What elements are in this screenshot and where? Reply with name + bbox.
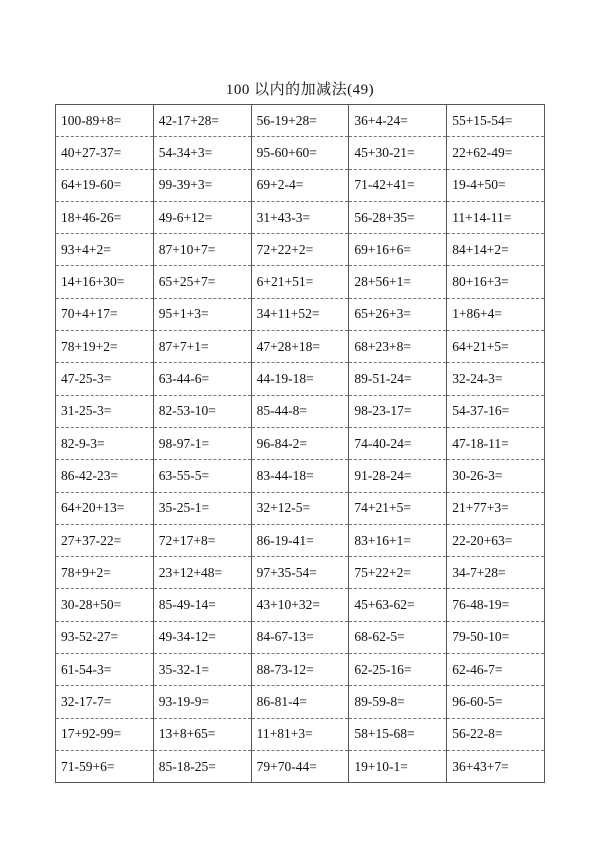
problem-cell: 64+20+13=	[56, 492, 154, 524]
problem-cell: 40+27-37=	[56, 137, 154, 169]
problem-cell: 85-44-8=	[251, 395, 349, 427]
problem-cell: 86-81-4=	[251, 686, 349, 718]
problem-cell: 35-32-1=	[153, 654, 251, 686]
table-row	[56, 686, 545, 718]
problem-cell: 64+21+5=	[447, 331, 545, 363]
problem-cell: 84-67-13=	[251, 621, 349, 653]
problem-cell: 78+9+2=	[56, 557, 154, 589]
problem-cell: 83-44-18=	[251, 460, 349, 492]
problem-cell: 98-97-1=	[153, 427, 251, 459]
problem-cell: 61-54-3=	[56, 654, 154, 686]
problem-cell: 27+37-22=	[56, 524, 154, 556]
table-row	[56, 750, 545, 782]
problem-cell: 76-48-19=	[447, 589, 545, 621]
problem-cell: 47-18-11=	[447, 427, 545, 459]
problem-cell: 42-17+28=	[153, 105, 251, 137]
problem-cell: 36+43+7=	[447, 750, 545, 782]
problem-cell: 64+19-60=	[56, 169, 154, 201]
problem-cell: 22+62-49=	[447, 137, 545, 169]
problem-cell: 54-37-16=	[447, 395, 545, 427]
problem-cell: 32-24-3=	[447, 363, 545, 395]
problem-cell: 58+15-68=	[349, 718, 447, 750]
problem-cell: 80+16+3=	[447, 266, 545, 298]
problem-cell: 97+35-54=	[251, 557, 349, 589]
problem-cell: 95+1+3=	[153, 298, 251, 330]
problem-cell: 82-53-10=	[153, 395, 251, 427]
problem-cell: 85-49-14=	[153, 589, 251, 621]
problem-cell: 11+14-11=	[447, 201, 545, 233]
problem-cell: 88-73-12=	[251, 654, 349, 686]
problem-cell: 70+4+17=	[56, 298, 154, 330]
page-title: 100 以内的加减法(49)	[225, 82, 375, 98]
problem-cell: 65+25+7=	[153, 266, 251, 298]
problem-cell: 30-28+50=	[56, 589, 154, 621]
problem-cell: 19+10-1=	[349, 750, 447, 782]
problem-cell: 34-7+28=	[447, 557, 545, 589]
problem-cell: 86-19-41=	[251, 524, 349, 556]
problem-cell: 72+22+2=	[251, 234, 349, 266]
table-row	[56, 298, 545, 330]
problem-cell: 45+63-62=	[349, 589, 447, 621]
problem-cell: 83+16+1=	[349, 524, 447, 556]
problem-cell: 87+7+1=	[153, 331, 251, 363]
table-row	[56, 427, 545, 459]
problem-cell: 34+11+52=	[251, 298, 349, 330]
problem-cell: 22-20+63=	[447, 524, 545, 556]
problem-cell: 21+77+3=	[447, 492, 545, 524]
problem-cell: 54-34+3=	[153, 137, 251, 169]
table-row	[56, 395, 545, 427]
table-row	[56, 718, 545, 750]
table-row	[56, 557, 545, 589]
table-row	[56, 589, 545, 621]
problem-cell: 75+22+2=	[349, 557, 447, 589]
problem-cell: 14+16+30=	[56, 266, 154, 298]
problem-cell: 56-19+28=	[251, 105, 349, 137]
problem-cell: 69+16+6=	[349, 234, 447, 266]
problem-cell: 86-42-23=	[56, 460, 154, 492]
problem-cell: 47+28+18=	[251, 331, 349, 363]
problem-cell: 95-60+60=	[251, 137, 349, 169]
problem-cell: 18+46-26=	[56, 201, 154, 233]
problem-cell: 84+14+2=	[447, 234, 545, 266]
problem-cell: 85-18-25=	[153, 750, 251, 782]
problem-cell: 74+21+5=	[349, 492, 447, 524]
problem-cell: 28+56+1=	[349, 266, 447, 298]
problem-cell: 93-52-27=	[56, 621, 154, 653]
table-row	[56, 460, 545, 492]
problem-cell: 31-25-3=	[56, 395, 154, 427]
table-row	[56, 363, 545, 395]
table-row	[56, 621, 545, 653]
problem-cell: 32+12-5=	[251, 492, 349, 524]
problem-table-body	[56, 105, 545, 783]
problem-cell: 71-42+41=	[349, 169, 447, 201]
problem-cell: 78+19+2=	[56, 331, 154, 363]
problem-cell: 35-25-1=	[153, 492, 251, 524]
problem-cell: 62-25-16=	[349, 654, 447, 686]
problem-cell: 17+92-99=	[56, 718, 154, 750]
problem-cell: 93+4+2=	[56, 234, 154, 266]
table-row	[56, 169, 545, 201]
problem-cell: 45+30-21=	[349, 137, 447, 169]
problem-cell: 23+12+48=	[153, 557, 251, 589]
problem-cell: 82-9-3=	[56, 427, 154, 459]
problem-cell: 99-39+3=	[153, 169, 251, 201]
problem-cell: 72+17+8=	[153, 524, 251, 556]
problem-cell: 6+21+51=	[251, 266, 349, 298]
problem-cell: 69+2-4=	[251, 169, 349, 201]
problem-cell: 71-59+6=	[56, 750, 154, 782]
problem-cell: 62-46-7=	[447, 654, 545, 686]
problem-cell: 100-89+8=	[56, 105, 154, 137]
problem-cell: 96-84-2=	[251, 427, 349, 459]
problem-cell: 31+43-3=	[251, 201, 349, 233]
table-row	[56, 266, 545, 298]
problem-cell: 68+23+8=	[349, 331, 447, 363]
problem-cell: 98-23-17=	[349, 395, 447, 427]
problem-cell: 44-19-18=	[251, 363, 349, 395]
table-row	[56, 492, 545, 524]
problem-cell: 55+15-54=	[447, 105, 545, 137]
problem-cell: 89-51-24=	[349, 363, 447, 395]
table-row	[56, 137, 545, 169]
problem-cell: 68-62-5=	[349, 621, 447, 653]
problem-cell: 49-34-12=	[153, 621, 251, 653]
problem-cell: 36+4-24=	[349, 105, 447, 137]
problem-cell: 49-6+12=	[153, 201, 251, 233]
problem-cell: 89-59-8=	[349, 686, 447, 718]
problem-cell: 19-4+50=	[447, 169, 545, 201]
problem-cell: 87+10+7=	[153, 234, 251, 266]
problem-cell: 1+86+4=	[447, 298, 545, 330]
problem-cell: 13+8+65=	[153, 718, 251, 750]
problem-cell: 43+10+32=	[251, 589, 349, 621]
problem-cell: 56-28+35=	[349, 201, 447, 233]
table-row	[56, 524, 545, 556]
problem-cell: 63-55-5=	[153, 460, 251, 492]
table-row	[56, 201, 545, 233]
problem-cell: 11+81+3=	[251, 718, 349, 750]
table-row	[56, 105, 545, 137]
table-row	[56, 234, 545, 266]
problem-cell: 79+70-44=	[251, 750, 349, 782]
problem-cell: 30-26-3=	[447, 460, 545, 492]
table-row	[56, 331, 545, 363]
problem-table	[55, 104, 545, 783]
problem-cell: 47-25-3=	[56, 363, 154, 395]
problem-cell: 56-22-8=	[447, 718, 545, 750]
problem-cell: 74-40-24=	[349, 427, 447, 459]
table-row	[56, 654, 545, 686]
problem-cell: 63-44-6=	[153, 363, 251, 395]
problem-cell: 79-50-10=	[447, 621, 545, 653]
problem-cell: 93-19-9=	[153, 686, 251, 718]
problem-cell: 96-60-5=	[447, 686, 545, 718]
problem-cell: 91-28-24=	[349, 460, 447, 492]
problem-cell: 65+26+3=	[349, 298, 447, 330]
problem-cell: 32-17-7=	[56, 686, 154, 718]
